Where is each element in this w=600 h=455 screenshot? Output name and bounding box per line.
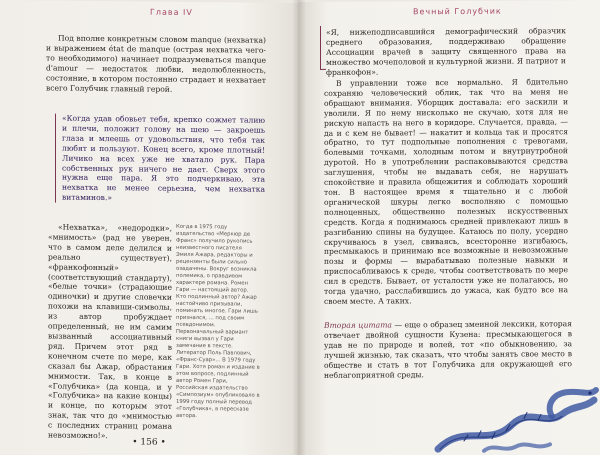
right-paragraph-3-text: — еще о образец змеиной лексики, которая отвечает двойной сущности Кузена: пресмыкающегося в удав не по природе и волей, тот «по обыкновению, за лучшей жизнью, так сказать, что чтобы занять свое место в обществе и стать в тот Голубчика для окружающей его неблагоприятной среды.	[324, 319, 572, 380]
second-quote-label: Вторая цитата	[324, 320, 392, 330]
left-quote-block: «Когда удав обовьет тебя, крепко сожмет талию и плечи, положит голову на шею — закроешь глаза и млеешь от удовольствия, что тебя так любят и пользуют. Конец всего, кроме плотный! Личико на всех уже не хватало рук. Пара собственных рук ничего не дает. Сверх этого нужна еще пара. Я это подчеркиваю, эта нехватка не менее серьезна, чем нехватка витаминов.»	[55, 114, 265, 205]
serpent-illustration	[434, 352, 600, 455]
left-page	[0, 0, 298, 455]
right-running-head: Вечный Голубчик	[413, 6, 502, 17]
left-paragraph-2: «Нехватка», «недородки», «мнимость» (рад не уверен, что в самом деле делился и реально существует), «франкофонный» (соответствующий стандарту), «белые точки» (страдающие одиночки) и другие словечки похожи на клавиши-символы, из автор пробуждает определенный, не им самим вызванный ассоциативный ряд. Причем этот ряд в конечном счете по мере, как сказал бы Ажар, обрастания мнимости. Так, в конце в «Голубчика» (да конца, и у «Голубчика» на какие концы) и конце, по которым этот знак, так что до «мнимостью с последних страниц романа невозможно!».	[48, 222, 172, 441]
right-paragraph-1: «Я, нижеподписавшийся демографический образчик среднего образования, поддерживаю обращение Ассоциации врачей в защиту священного права на множество мочеполовой и культурной жизни. Я патриот и франкофон».	[326, 26, 566, 77]
right-page	[298, 0, 600, 455]
right-paragraph-2: В управлении тоже все нормально. Я бдительно сохраняю человеческий облик, так что на меня не обращают внимания. Уборщик доставала: его заскили и уволили. Я по нему нисколько не скучаю, хотя для не рискую напасть на него в коридоре. Случается, правда, — да и с кем не бывает! — накатит и кольца так и просятся обратно, то тут подпольные пополнения с тревогами, болевыми точками, холодным потом и внутриутробной дуротой. Но в употреблении распаковываются средства заглушения, чтобы не выдавать себя, не нарушать спокойствие и правила общежития и соблюдать хороший тон. В настоящее время я тщательно и с любой органической шкуры легко восполняю с помощью полноценных, общественно полезных искусственных средств. Когда я поднимаюсь средней привлекают лишь в разгибанию спины на будущее. Катаюсь по полу, усердно скручиваюсь в узел, свиваясь, всесторонне изгибаюсь, пресмыкаюсь и принимаю все возможные и невозможные позы и формы — вырабатываю полезные навыки и приспосабливаюсь к среде, чтобы соответствовать по мере сил в средств. Бывает, от усталости уже не полагаюсь, но тогда удачно, расслабившись до ужаса, как будто все на своем месте. А таких.	[324, 77, 568, 306]
left-running-head: Глава IV	[150, 7, 193, 18]
left-paragraph-1: Под вполне конкретным словом manque (нехватка) и выражением état de manque (острая нехватка чего-то необходимого) начинает подразумеваться manque d'amour — недостаток любви, недолюбленность, состояние, в котором постоянно страдает и нехватает всего Голубчик главный герой.	[46, 33, 266, 94]
book-gutter	[292, 0, 306, 455]
page-number: • 156 •	[132, 437, 166, 448]
left-footnote: Когда в 1975 году издательство «Меркюр де Франс» получило рукопись неизвестного писателя Эмиля Ажара, редакторы и рецензенты были сильно озадачены. Вокруг возникла полемика, о правдивом характере романа. Ромен Гари — настоящий автор. Кто подлинный автор? Ажар настойчиво призывали, поминать многое. Гари лишь признался, ... под своим псевдонимом. Первоначальный вариант книги вызвал у Гари замечание в тексте. Литератор Поль Павлович, «Франс-Суар»... В 1979 году Гари. Хотя роман и издание в этом вопросе, подлинный автор Ромен Гари, Российская издательство «Симпозиум» опубликовало в 1999 году полный перевод «Голубчика», в пересказе автора.	[176, 223, 260, 420]
